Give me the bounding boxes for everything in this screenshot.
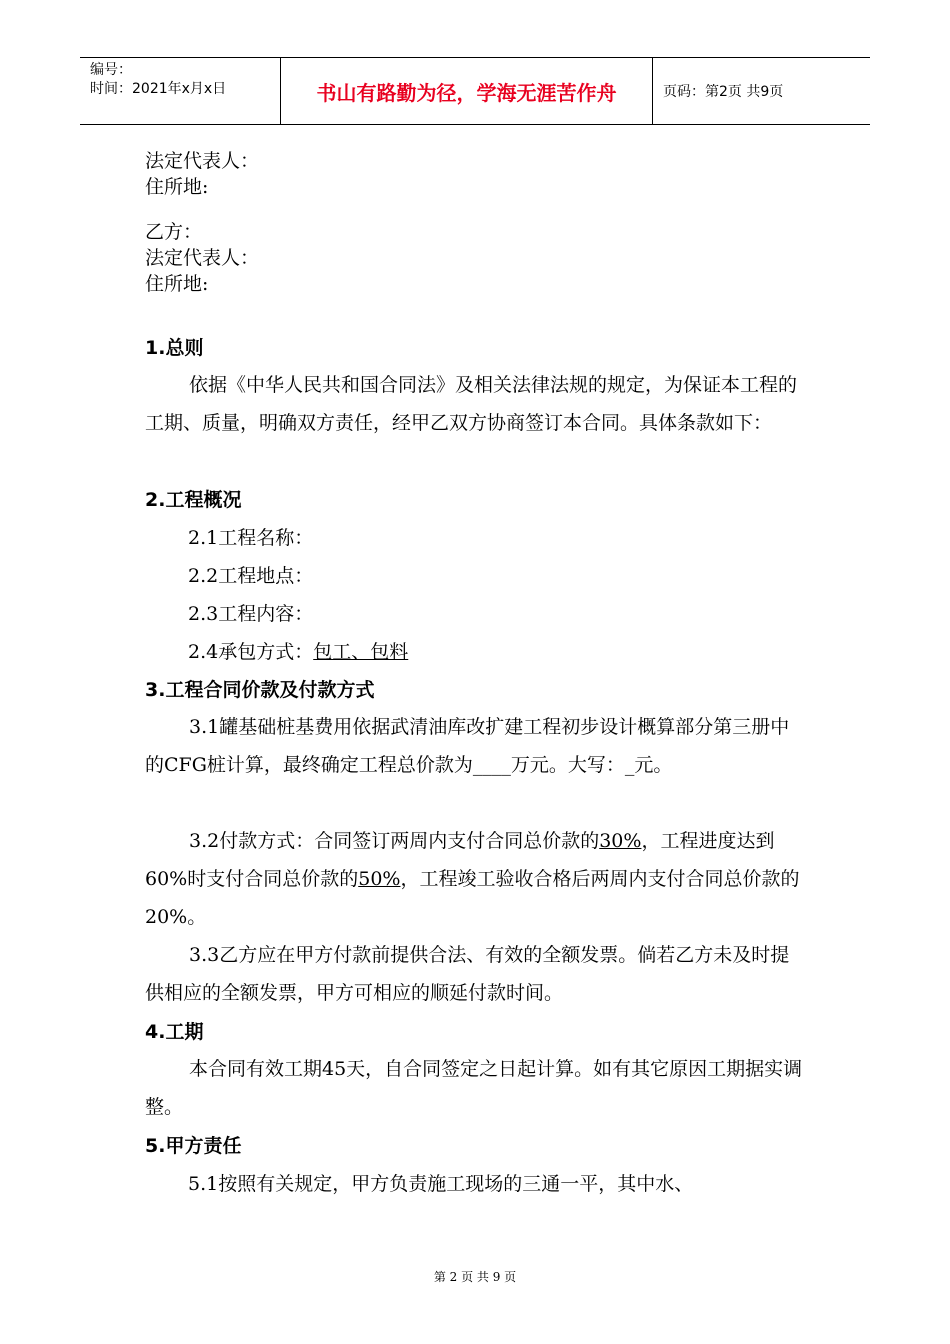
- section-3-2-pct2: 50%: [358, 868, 401, 890]
- section-3-2-c: ，工程竣工验收合格后两周内支付合同总价款的20%。: [145, 868, 800, 928]
- section-2-title: 2.工程概况: [145, 489, 242, 511]
- section-2-3: 2.3工程内容：: [188, 603, 314, 625]
- section-2-4: [188, 640, 408, 664]
- section-2-4-prefix: 2.4承包方式：: [188, 641, 314, 663]
- section-3-3: 3.3乙方应在甲方付款前提供合法、有效的全额发票。倘若乙方未及时提供相应的全额发票，甲方可相应的顺延付款时间。: [145, 944, 790, 1004]
- number-label: 编号：: [90, 62, 132, 78]
- page-header: [80, 57, 870, 125]
- time-label: 时间：2021年x月x日: [90, 81, 227, 97]
- section-2-1: 2.1工程名称：: [188, 527, 314, 549]
- party-b-label: 乙方：: [145, 221, 203, 243]
- section-4-title: 4.工期: [145, 1021, 204, 1043]
- section-2-2: 2.2工程地点：: [188, 565, 314, 587]
- header-motto: 书山有路勤为径，学海无涯苦作舟: [281, 58, 653, 124]
- section-3-title: 3.工程合同价款及付款方式: [145, 679, 375, 701]
- party-a-legal-rep: 法定代表人：: [145, 150, 260, 172]
- party-b-address: 住所地:: [145, 273, 209, 295]
- section-2-4-value: 包工、包料: [313, 641, 409, 663]
- section-3-2-a: 3.2付款方式：合同签订两周内支付合同总价款的: [189, 830, 600, 852]
- section-3-2-b: ，工程进度达到60%时支付合同总价款的: [145, 830, 775, 890]
- section-5-1: 5.1按照有关规定，甲方负责施工现场的三通一平，其中水、: [188, 1173, 694, 1195]
- section-4-body: 本合同有效工期45天，自合同签定之日起计算。如有其它原因工期据实调整。: [145, 1058, 803, 1118]
- section-3-2: [145, 822, 807, 936]
- header-page-number: 页码：第2页 共9页: [663, 84, 784, 100]
- section-3-1: 3.1罐基础桩基费用依据武清油库改扩建工程初步设计概算部分第三册中的CFG桩计算，最终确定工程总价款为____万元。大写：_元。: [145, 716, 790, 776]
- section-5-title: 5.甲方责任: [145, 1135, 242, 1157]
- section-1-body: 依据《中华人民共和国合同法》及相关法律法规的规定，为保证本工程的工期、质量，明确双方责任，经甲乙双方协商签订本合同。具体条款如下：: [145, 374, 798, 434]
- party-b-legal-rep: 法定代表人：: [145, 247, 260, 269]
- page-footer: 第 2 页 共 9 页: [433, 1270, 517, 1284]
- section-1-title: 1.总则: [145, 337, 204, 359]
- header-meta: [80, 58, 281, 124]
- party-a-address: 住所地:: [145, 176, 209, 198]
- section-3-2-pct1: 30%: [599, 830, 642, 852]
